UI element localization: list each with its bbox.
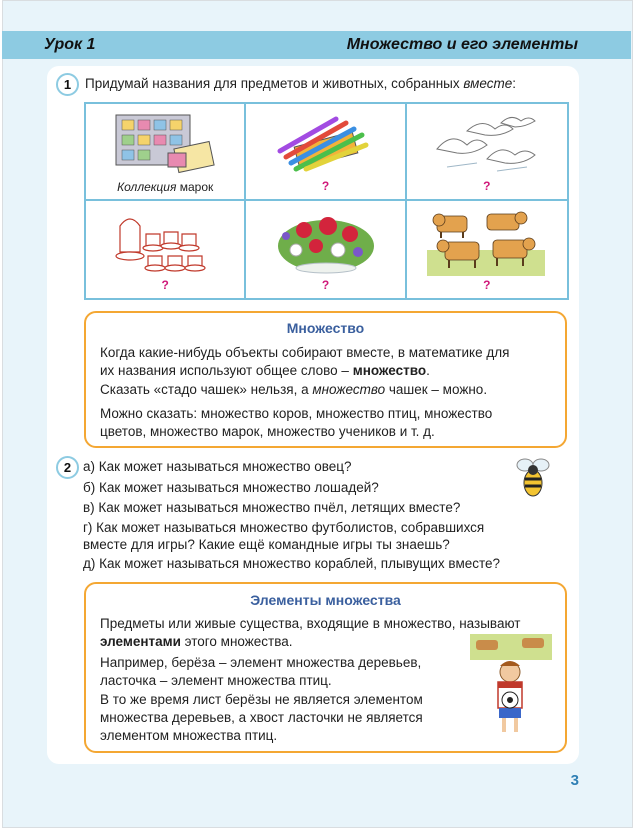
- flowers-bouquet-icon: [266, 206, 384, 276]
- definition-paragraph-3: Можно сказать: множество коров, множество птиц, множество цветов, множество марок, множество учеников и т. д.: [100, 406, 493, 439]
- task-1-number: 1: [56, 73, 79, 96]
- cows-question-mark: ?: [483, 278, 491, 292]
- lesson-label: Урок 1: [44, 36, 96, 53]
- flowers-question-mark: ?: [321, 278, 330, 292]
- definition-paragraph-1: Когда какие-нибудь объекты собирают вместе, в математике для их названия используют общее слово – множество.: [100, 345, 510, 378]
- grid-cell-flowers: [246, 201, 406, 298]
- question-a: а) Как может называться множество овец?: [83, 459, 352, 474]
- elements-paragraph-2: Например, берёза – элемент множества деревьев, ласточка – элемент множества птиц.: [100, 655, 422, 688]
- question-e: д) Как может называться множество кораблей, плывущих вместе?: [83, 556, 501, 571]
- task-1-text: Придумай названия для предметов и животных, собранных вместе:: [85, 76, 517, 91]
- definition-paragraph-2: Сказать «стадо чашек» нельзя, а множество чашек – можно.: [100, 382, 488, 397]
- stamps-caption: Коллекция марок: [117, 180, 214, 194]
- question-d-line-2: вместе для игры? Какие ещё командные игры ты знаешь?: [83, 537, 450, 552]
- definition-title-set: Множество: [286, 320, 365, 336]
- elements-paragraph-1: Предметы или живые существа, входящие в множество, называют элементами этого множества.: [100, 616, 521, 649]
- birds-flock-icon: [427, 109, 545, 179]
- question-b: б) Как может называться множество лошадей?: [83, 480, 379, 495]
- bee-icon: [513, 455, 553, 501]
- grid-cell-tea-set: [86, 201, 246, 298]
- football-player-icon: [470, 630, 552, 742]
- birds-question-mark: ?: [483, 179, 491, 193]
- definition-title-elements: Элементы множества: [250, 592, 401, 608]
- pencils-question-mark: ?: [321, 179, 330, 193]
- grid-cell-stamps: [86, 104, 246, 201]
- page-number: 3: [570, 772, 579, 789]
- grid-cell-birds: [407, 104, 567, 201]
- picture-grid: [84, 102, 569, 300]
- pencils-icon: [266, 109, 384, 179]
- cows-herd-icon: [427, 206, 545, 276]
- task-2-number: 2: [56, 456, 79, 479]
- grid-cell-cows: [407, 201, 567, 298]
- grid-cell-pencils: [246, 104, 406, 201]
- lesson-topic: Множество и его элементы: [346, 36, 578, 53]
- tea-set-question-mark: ?: [161, 278, 169, 292]
- question-c: в) Как может называться множество пчёл, летящих вместе?: [83, 500, 461, 515]
- question-d-line-1: г) Как может называться множество футболистов, собравшихся: [83, 520, 485, 535]
- tea-set-icon: [106, 206, 224, 276]
- stamps-icon: [106, 109, 224, 179]
- elements-paragraph-3: В то же время лист берёзы не является элементом множества деревьев, а хвост ласточки не является элементом множества птиц.: [100, 692, 423, 743]
- definition-box-set: [84, 311, 567, 448]
